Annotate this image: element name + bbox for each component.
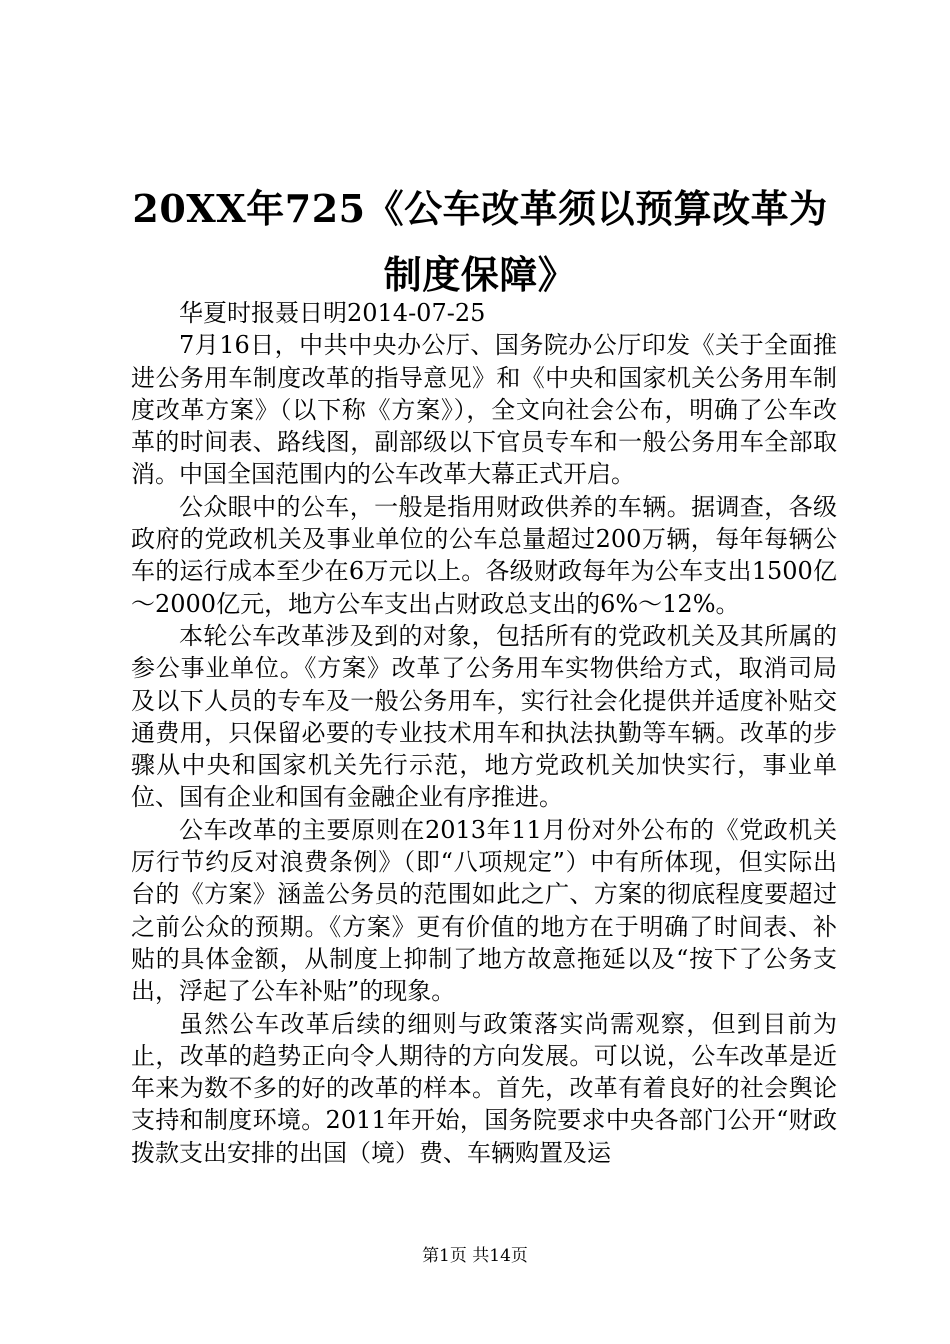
paragraph-4: 公车改革的主要原则在2013年11月份对外公布的《党政机关厉行节约反对浪费条例》（即“八项规定”）中有所体现，但实际出台的《方案》涵盖公务员的范围如此之广、方案的彻底程度要超过之前公众的预期。《方案》更有价值的地方在于明确了时间表、补贴的具体金额，从制度上抑制了地方故意拖延以及“按下了公务支出，浮起了公车补贴”的现象。 <box>131 815 837 1006</box>
byline: 华夏时报聂日明2014-07-25 <box>179 299 486 327</box>
paragraph-3: 本轮公车改革涉及到的对象，包括所有的党政机关及其所属的参公事业单位。《方案》改革了公务用车实物供给方式，取消司局及以下人员的专车及一般公务用车，实行社会化提供并适度补贴交通费用，只保留必要的专业技术用车和执法执勤等车辆。改革的步骤从中央和国家机关先行示范，地方党政机关加快实行，事业单位、国有企业和国有金融企业有序推进。 <box>131 621 837 812</box>
paragraph-1: 7月16日，中共中央办公厅、国务院办公厅印发《关于全面推进公务用车制度改革的指导意见》和《中央和国家机关公务用车制度改革方案》（以下称《方案》），全文向社会公布，明确了公车改革的时间表、路线图，副部级以下官员专车和一般公务用车全部取消。中国全国范围内的公车改革大幕正式开启。 <box>131 331 837 489</box>
paragraph-2: 公众眼中的公车，一般是指用财政供养的车辆。据调查，各级政府的党政机关及事业单位的公车总量超过200万辆，每年每辆公车的运行成本至少在6万元以上。各级财政每年为公车支出1500亿～2000亿元，地方公车支出占财政总支出的6%～12%。 <box>131 492 837 618</box>
page-number-footer: 第1页 共14页 <box>422 1246 528 1266</box>
paragraph-5: 虽然公车改革后续的细则与政策落实尚需观察，但到目前为止，改革的趋势正向令人期待的方向发展。可以说，公车改革是近年来为数不多的好的改革的样本。首先，改革有着良好的社会舆论支持和制度环境。2011年开始，国务院要求中央各部门公开“财政拨款支出安排的出国（境）费、车辆购置及运 <box>131 1009 837 1167</box>
document-title: 20XX年725《公车改革须以预算改革为制度保障》 <box>132 186 828 297</box>
document-body <box>131 297 837 1169</box>
